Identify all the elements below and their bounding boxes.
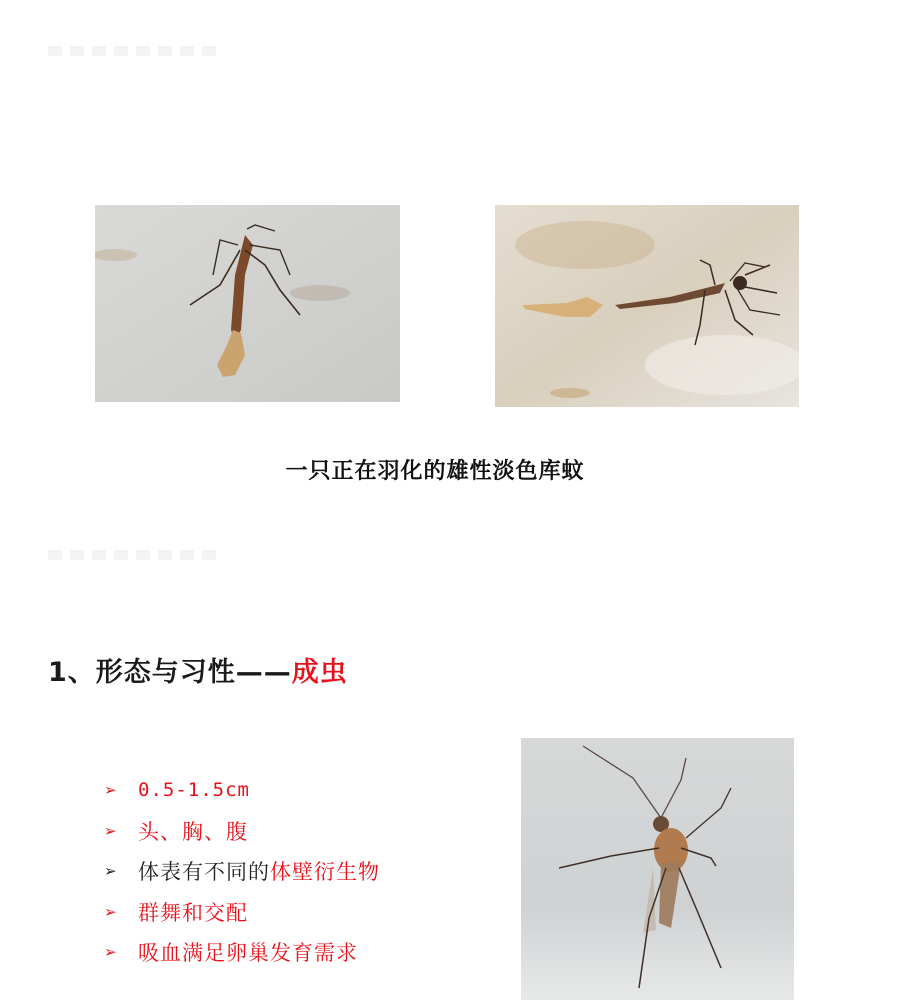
bullet-text: 群舞和交配 xyxy=(138,900,248,925)
bullet-size xyxy=(104,770,380,811)
bullet-text-accent: 体壁衍生物 xyxy=(270,860,380,885)
arrow-bullet-icon: ➢ xyxy=(104,943,118,962)
feature-bullet-list xyxy=(104,770,380,973)
bullet-body-surface xyxy=(104,851,380,892)
adult-mosquito-photo xyxy=(521,738,794,1000)
arrow-bullet-icon: ➢ xyxy=(104,902,118,921)
bullet-swarming xyxy=(104,892,380,933)
bullet-text-plain: 体表有不同的 xyxy=(138,860,270,885)
photo-caption: 一只正在羽化的雄性淡色库蚊 xyxy=(285,459,585,484)
arrow-bullet-icon: ➢ xyxy=(104,781,118,800)
bullet-text: 吸血满足卵巢发育需求 xyxy=(138,941,358,966)
bullet-text: 0.5-1.5cm xyxy=(138,779,250,802)
watermark-middle xyxy=(48,548,238,562)
arrow-bullet-icon: ➢ xyxy=(104,862,118,881)
watermark-top xyxy=(48,44,238,58)
section-heading-accent: 成虫 xyxy=(291,657,348,688)
arrow-bullet-icon: ➢ xyxy=(104,821,118,840)
section-heading xyxy=(48,650,348,689)
emerging-mosquito-photo-right xyxy=(495,205,799,407)
emerging-mosquito-photo-left xyxy=(95,205,400,402)
bullet-text: 头、胸、腹 xyxy=(138,819,248,844)
section-heading-prefix: 1、形态与习性—— xyxy=(48,657,292,688)
bullet-body-parts xyxy=(104,811,380,852)
bullet-blood-feeding xyxy=(104,932,380,973)
